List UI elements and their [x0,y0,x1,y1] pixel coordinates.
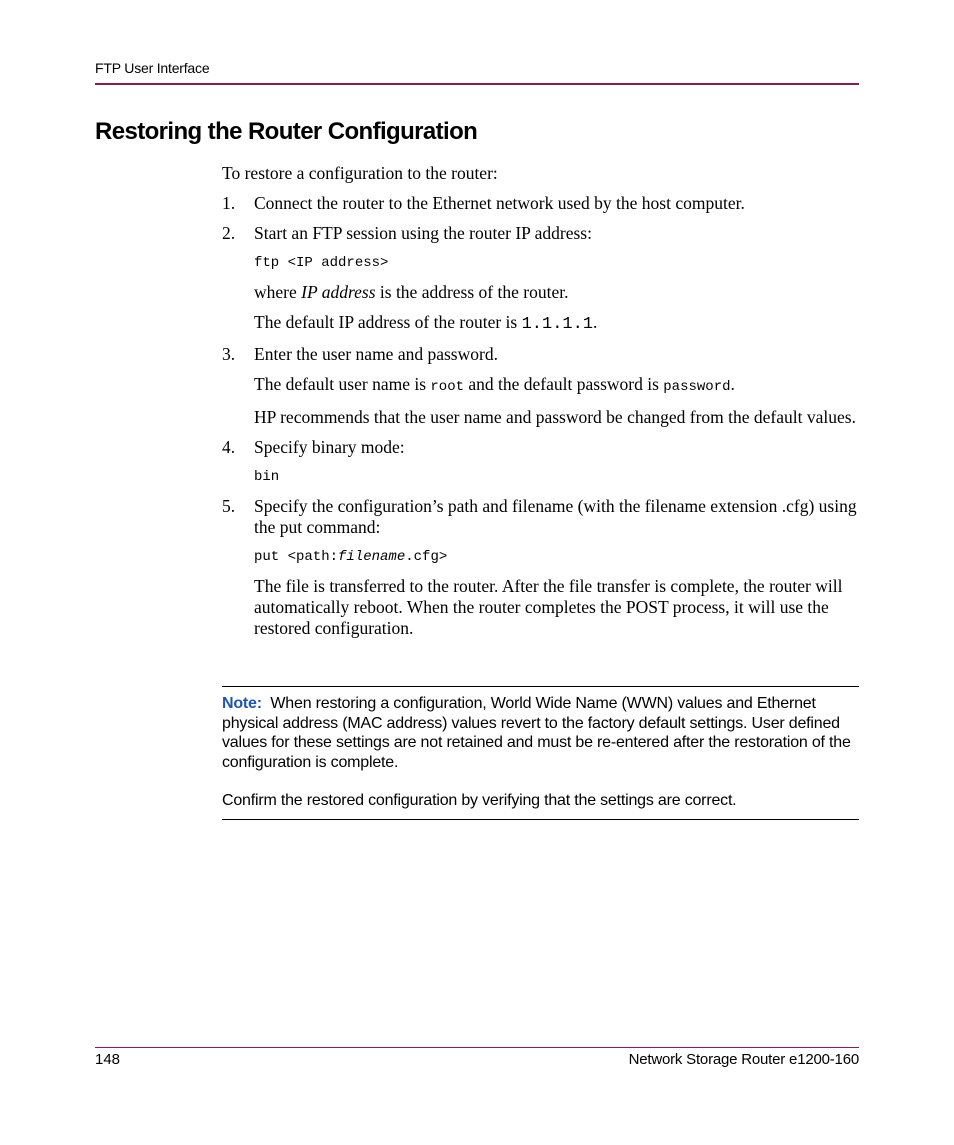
default-username: root [430,379,465,395]
text-run: The default user name is [254,374,431,394]
text-run: where [254,282,302,302]
default-ip-value: 1.1.1.1 [521,315,594,334]
intro-text: To restore a configuration to the router: [222,163,498,183]
text-run: and the default password is [464,374,664,394]
text-run: is the address of the router. [375,282,569,302]
bin-command: bin [254,469,280,485]
code-run: .cfg> [405,549,448,565]
ftp-command: ftp <IP address> [254,255,389,271]
step-number: 3. [222,344,236,364]
step-1 [222,193,859,214]
header-rule [95,83,859,85]
put-command [254,547,859,567]
running-header: FTP User Interface [95,60,210,76]
procedure [222,163,859,648]
default-ip-text [254,312,859,335]
step-text: Start an FTP session using the router IP address: [254,223,592,243]
step-number: 1. [222,193,236,213]
text-run: . [730,374,735,394]
section-title: Restoring the Router Configuration [95,118,478,145]
ip-address-explanation [254,282,859,303]
note-confirm-text: Confirm the restored configuration by verifying that the settings are correct. [222,792,737,809]
code-filename: filename [338,549,406,565]
step-text: Enter the user name and password. [254,344,498,364]
step-5 [222,496,859,538]
result-text: The file is transferred to the router. After the file transfer is complete, the router will automatically reboot. When the router completes the POST process, it will use the restored configuration. [254,576,843,638]
footer-rule [95,1047,859,1048]
code-run: put <path: [254,549,339,565]
footer-doc-title: Network Storage Router e1200-160 [628,1051,859,1068]
step-2 [222,223,859,244]
page-number: 148 [95,1051,121,1068]
text-run: The default IP address of the router is [254,312,522,332]
step-text: Specify the configuration’s path and filename (with the filename extension .cfg) using the put command: [254,496,857,537]
note-box [222,686,859,820]
step-text: Specify binary mode: [254,437,405,457]
note-text: When restoring a configuration, World Wide Name (WWN) values and Ethernet physical address (MAC address) values revert to the factory default settings. User defined values for these settings are not retained and must be re-entered after the restoration of the configuration is complete. [222,695,851,771]
default-password: password [663,379,731,395]
step-text: Connect the router to the Ethernet network used by the host computer. [254,193,745,213]
step-4 [222,437,859,458]
term-ip-address: IP address [301,282,376,302]
note-label: Note: [222,695,262,712]
default-credentials-text [254,374,859,398]
recommendation-text: HP recommends that the user name and password be changed from the default values. [254,407,856,427]
text-run: . [593,312,598,332]
note-paragraph [222,694,859,772]
step-number: 2. [222,223,236,243]
step-3 [222,344,859,365]
step-number: 4. [222,437,236,457]
step-number: 5. [222,496,236,516]
